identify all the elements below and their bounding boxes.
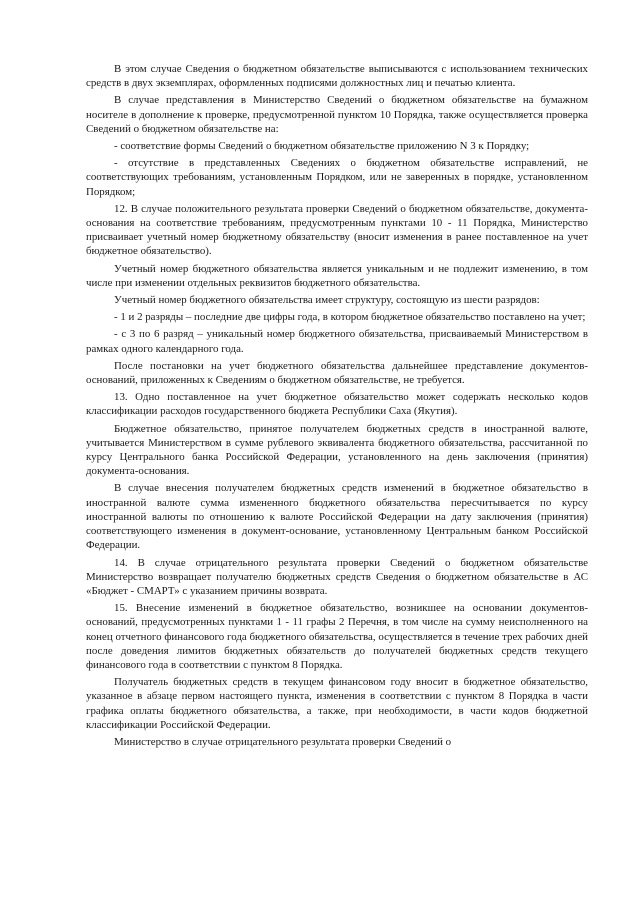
- paragraph-check-form: - соответствие формы Сведений о бюджетном обязательстве приложению N 3 к Порядку;: [114, 140, 530, 153]
- paragraph-ministry-negative-check: Министерство в случае отрицательного результата проверки Сведений о: [114, 735, 452, 748]
- paragraph-clause-14: 14. В случае отрицательного результата проверки Сведений о бюджетном обязательстве Министерство возвращает получателю бюджетных средств Сведения о бюджетном обязательстве в АС «Бюджет - СМАРТ» с указанием причины возврата.: [86, 556, 588, 597]
- paragraph-clause-15: 15. Внесение изменений в бюджетное обязательство, возникшее на основании документов-оснований, предусмотренных пунктами 1 - 11 графы 2 Перечня, в том числе на сумму неисполненного на конец отчетного финансового года бюджетного обязательства, осуществляется в течение трех рабочих дней после доведения лимитов бюджетных обязательств до получателей бюджетных средств текущего финансового года в соответствии с пунктом 8 Порядка.: [86, 602, 588, 671]
- paragraph-digits-3-6: - с 3 по 6 разряд – уникальный номер бюджетного обязательства, присваиваемый Министерством в рамках одного календарного года.: [86, 328, 588, 355]
- paragraph-current-year-changes: Получатель бюджетных средств в текущем финансовом году вносит в бюджетное обязательство, указанное в абзаце первом настоящего пункта, изменения в соответствии с пунктом 8 Порядка в части графика оплаты бюджетного обязательства, а также, при необходимости, в части кодов бюджетной классификации Российской Федерации.: [86, 676, 588, 731]
- paragraph-clause-12: 12. В случае положительного результата проверки Сведений о бюджетном обязательстве, документа-основания на соответствие требованиям, предусмотренным пунктами 10 - 11 Порядка, Министерство присваивает учетный номер бюджетному обязательству (вносит изменения в ранее поставленное на учет бюджетное обязательство).: [86, 202, 588, 258]
- paragraph-foreign-currency: Бюджетное обязательство, принятое получателем бюджетных средств в иностранной валюте, учитывается Министерством в сумме рублевого эквивалента бюджетного обязательства, рассчитанной по курсу Центрального банка Российской Федерации, установленного на день заключения (принятия) документа-основания.: [86, 422, 588, 478]
- paragraph-unique-number: Учетный номер бюджетного обязательства является уникальным и не подлежит изменению, в том числе при изменении отдельных реквизитов бюджетного обязательства.: [86, 262, 588, 289]
- paragraph-after-registration: После постановки на учет бюджетного обязательства дальнейшее представление документов-оснований, приложенных к Сведениям о бюджетном обязательстве, не требуется.: [86, 359, 588, 387]
- paragraph-digits-1-2: - 1 и 2 разряды – последние две цифры года, в котором бюджетное обязательство поставлено на учет;: [114, 311, 586, 324]
- paragraph-foreign-copies: В этом случае Сведения о бюджетном обязательстве выписываются с использованием технических средств в двух экземплярах, оформленных подписями должностных лиц и печатью клиента.: [86, 63, 588, 90]
- paragraph-currency-changes: В случае внесения получателем бюджетных средств изменений в бюджетное обязательство в иностранной валюте сумма измененного бюджетного обязательства пересчитывается по курсу иностранной валюты по отношению к валюте Российской Федерации на дату заключения (принятия) соответствующего изменения в документ-основание, установленному Центральным банком Российской Федерации.: [86, 482, 588, 552]
- paragraph-clause-13: 13. Одно поставленное на учет бюджетное обязательство может содержать несколько кодов классификации расходов государственного бюджета Республики Саха (Якутия).: [86, 391, 588, 418]
- paragraph-check-corrections: - отсутствие в представленных Сведениях о бюджетном обязательстве исправлений, не соответствующих требованиям, установленным Порядком, или не заверенных в порядке, установленном Порядком;: [86, 157, 588, 198]
- paragraph-number-structure: Учетный номер бюджетного обязательства имеет структуру, состоящую из шести разрядов:: [114, 294, 540, 307]
- paragraph-paper-check: В случае представления в Министерство Сведений о бюджетном обязательстве на бумажном носителе в дополнение к проверке, предусмотренной пунктом 10 Порядка, также осуществляется проверка Сведений о бюджетном обязательстве на:: [86, 94, 588, 135]
